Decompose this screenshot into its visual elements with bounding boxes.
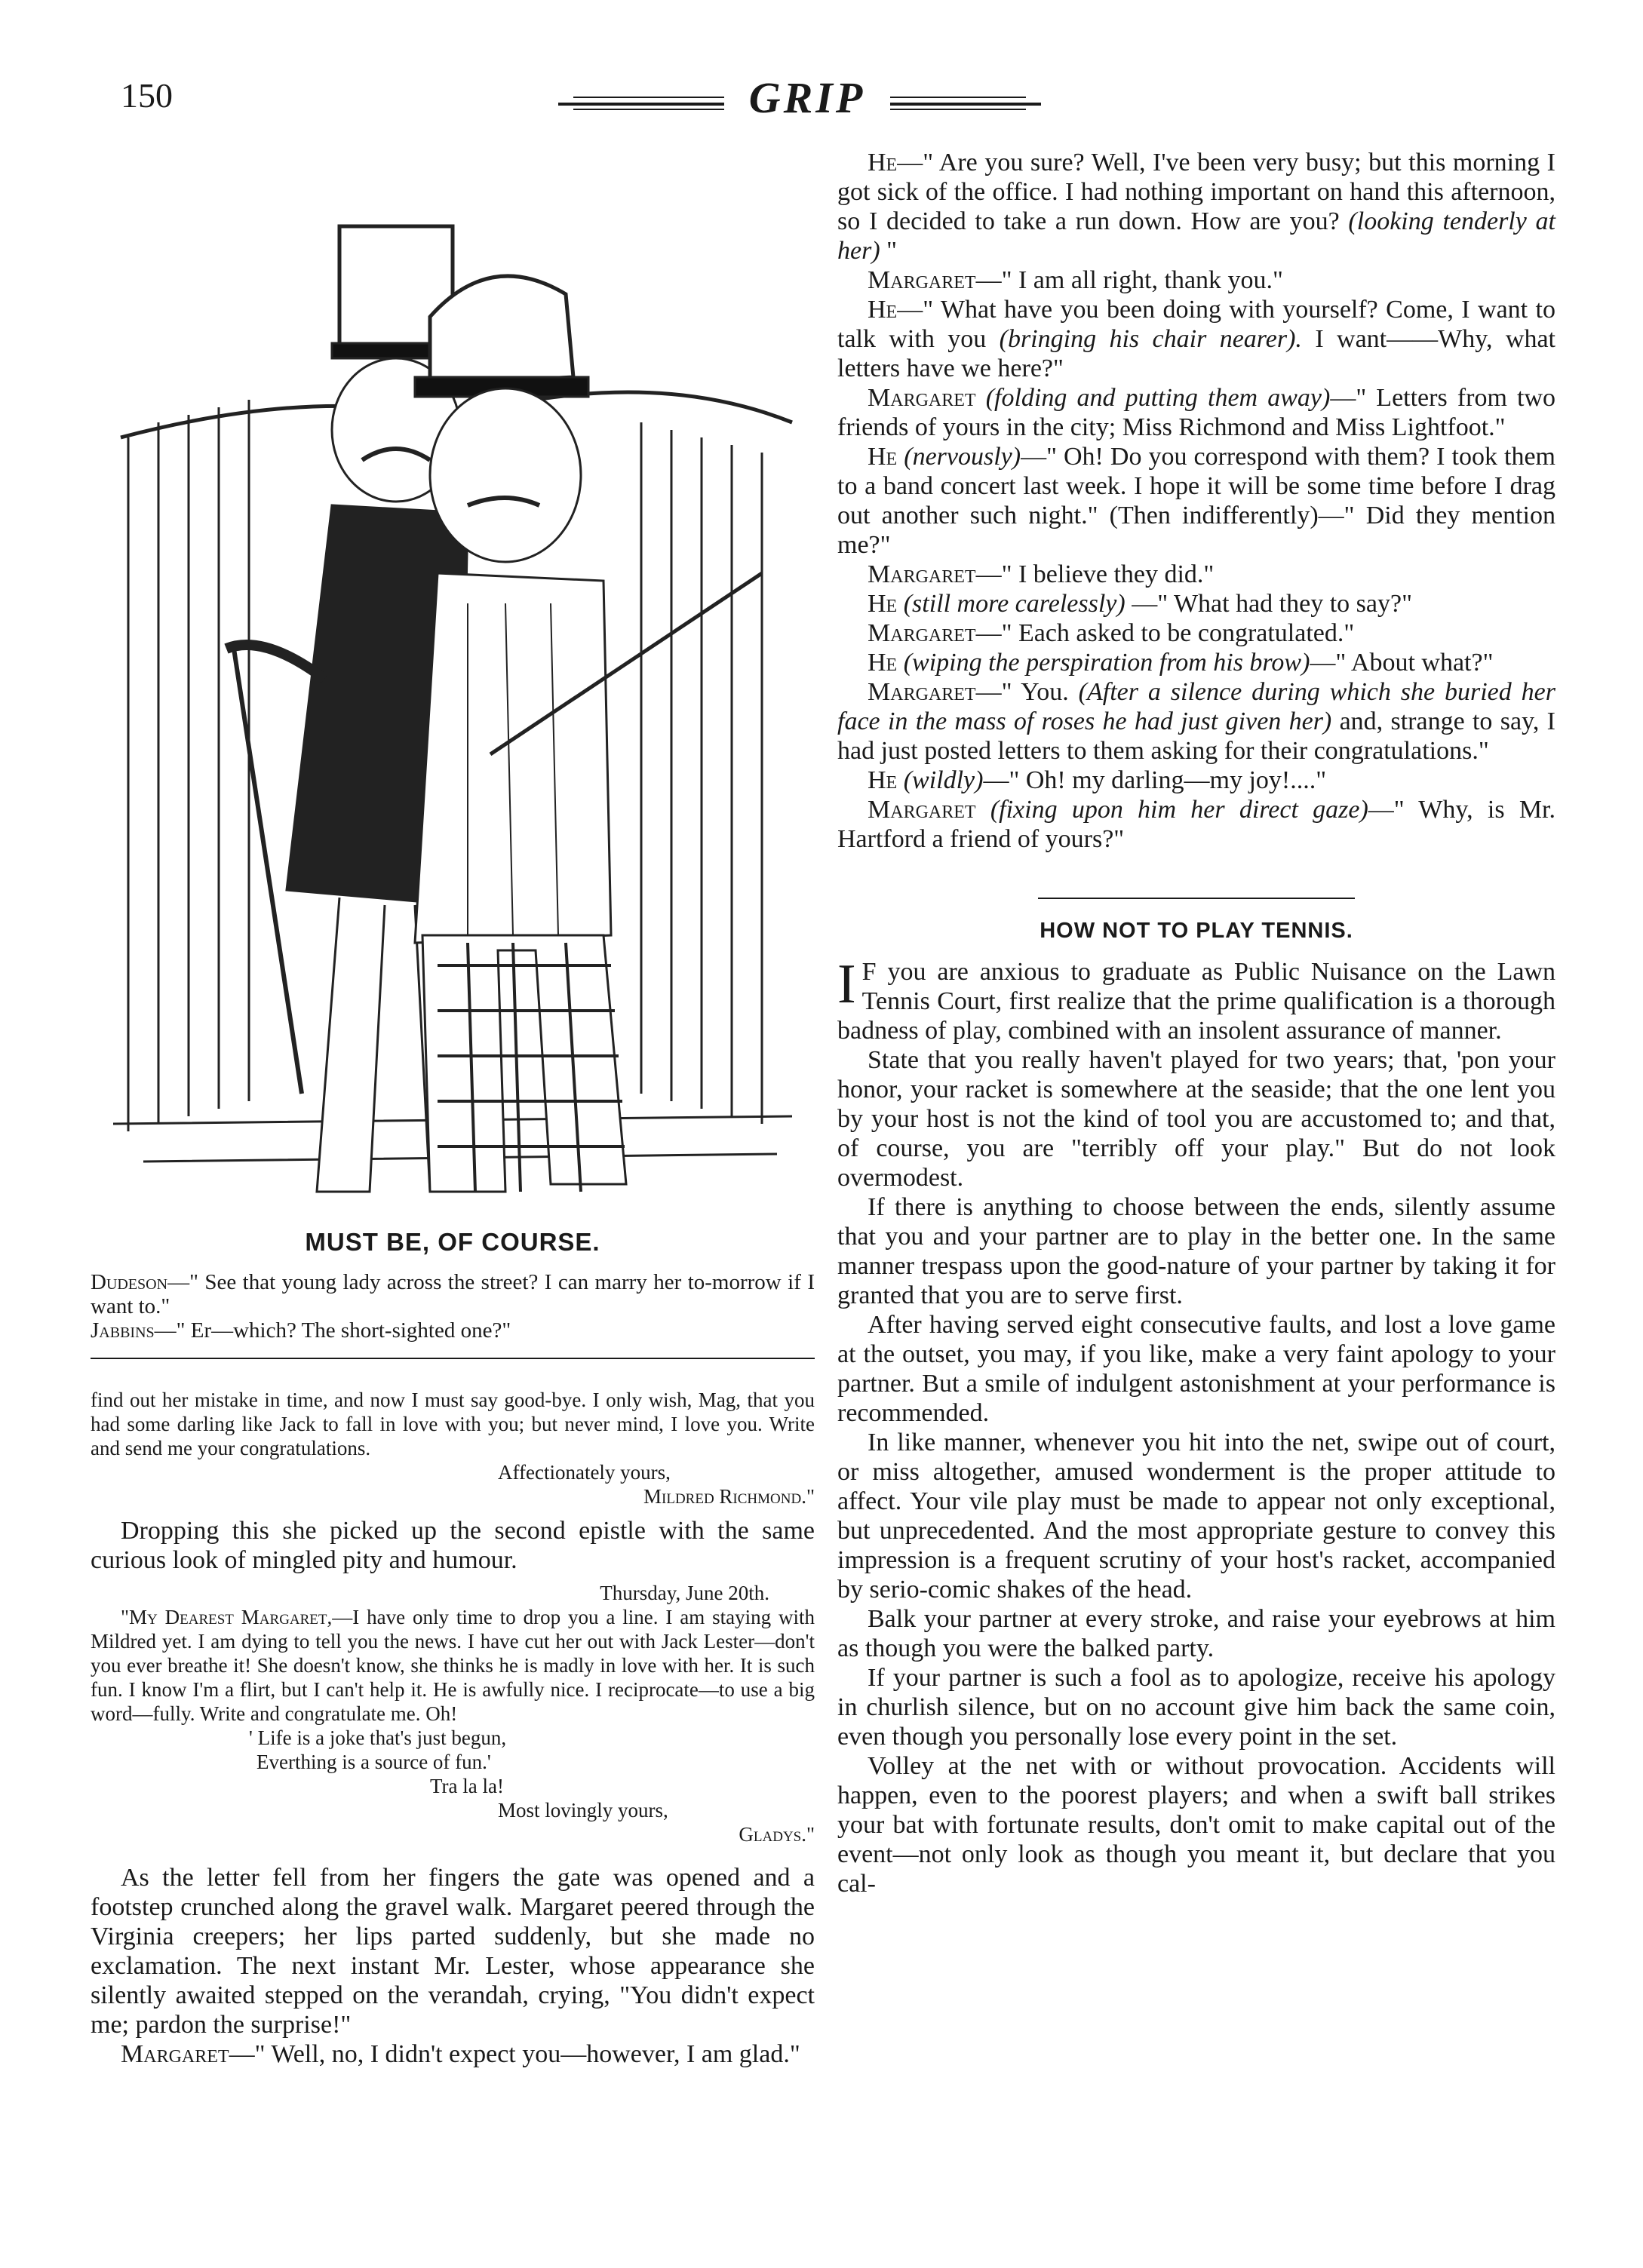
dialogue-text: —" Are you sure? Well, I've been very busy; but this morning I got sick of the office. I had nothing important on hand this afternoon, so I decided to take a run down. How are you?: [837, 149, 1555, 235]
dialogue-line: [837, 589, 1555, 618]
stage-direction: (bringing his chair nearer).: [999, 325, 1302, 353]
dialogue-text-after: —" Letters from two friends of yours in the city; Miss Richmond and Miss Lightfoot.": [837, 384, 1556, 441]
tennis-paragraph-1: I F you are anxious to graduate as Public Nuisance on the Lawn Tennis Court, first realize that the prime qualification is a thorough badness of play, combined with an insolent assurance of manner.: [837, 953, 1555, 1045]
dialogue-text-after: —" Why, is Mr. Hartford a friend of yours?": [837, 796, 1555, 853]
tennis-heading: HOW NOT TO PLAY TENNIS.: [1040, 919, 1353, 943]
cartoon-line-1: —" See that young lady across the street? I can marry her to-morrow if I want to.": [91, 1270, 815, 1318]
letter-1-signature: Mildred Richmond.": [643, 1485, 815, 1508]
dialogue-text-after: ": [880, 237, 898, 265]
letter-1-signoff: Affectionately yours,: [498, 1461, 671, 1484]
dialogue-speaker: Margaret: [868, 619, 976, 647]
cartoon-caption: [91, 1270, 815, 1343]
verse-line-3: Tra la la!: [430, 1775, 504, 1797]
dialogue-line: [837, 295, 1555, 383]
dialogue-text: —" Each asked to be congratulated.": [975, 619, 1355, 647]
dialogue-line: [837, 766, 1555, 795]
narration-2: As the letter fell from her fingers the gate was opened and a footstep crunched along the gravel walk. Margaret peered through the Virginia creepers; her lips parted suddenly, but she made no exclamation. The next instant Mr. Lester, whose appearance she silently awaited stepped on the verandah, crying, "You didn't expect me; pardon the surprise!": [91, 1864, 815, 2039]
stage-direction: (fixing upon him her direct gaze): [990, 796, 1368, 824]
speaker-jabbins: Jabbins: [91, 1318, 155, 1343]
dialogue-speaker: Margaret: [868, 678, 976, 706]
dialogue-speaker: Margaret: [868, 796, 976, 824]
dialogue-line: [837, 618, 1555, 648]
dialogue-speaker: He: [868, 443, 898, 471]
dialogue-line: [837, 148, 1555, 265]
verse-line-2: Everthing is a source of fun.': [256, 1751, 491, 1773]
dialogue-speaker: Margaret: [868, 384, 976, 412]
stage-direction: (wildly): [903, 766, 984, 794]
cartoon-line-2: —" Er—which? The short-sighted one?": [154, 1318, 511, 1343]
drop-cap: I: [837, 953, 856, 1015]
narration-3: [91, 2039, 815, 2069]
dialogue-line: [837, 795, 1555, 854]
speaker-margaret: Margaret: [121, 2040, 229, 2068]
dialogue-line: [837, 648, 1555, 677]
dialogue-line: [837, 560, 1555, 589]
letter-2-salutation: "My Dearest Margaret,: [121, 1606, 333, 1628]
tennis-paragraph-7: If your partner is such a fool as to apologize, receive his apology in churlish silence, but on no account give him back the same coin, even though you personally lose every point in the set.: [837, 1664, 1555, 1751]
letter-1-body: find out her mistake in time, and now I must say good-bye. I only wish, Mag, that you had some darling like Jack to fall in love with you; but never mind, I love you. Write and send me your congratulations.: [91, 1389, 815, 1459]
section-divider: [1038, 898, 1355, 899]
dialogue-text-after: —" About what?": [1310, 649, 1494, 677]
dialogue-text-after: —" What had they to say?": [1125, 590, 1412, 618]
narration-3-text: —" Well, no, I didn't expect you—however, I am glad.": [229, 2040, 800, 2068]
dialogue-speaker: He: [868, 766, 898, 794]
letter-2-text: —I have only time to drop you a line. I am staying with Mildred yet. I am dying to tell you the news. I have cut her out with Jack Lester—don't you ever breathe it! She doesn't know, she thinks he is madly in love with her. It is such fun. I know I'm a flirt, but I can't help it. He is awfully nice. I reciprocate—to use a big word—fully. Write and congratulate me. Oh!: [91, 1606, 815, 1725]
cartoon-title: MUST BE, OF COURSE.: [305, 1228, 600, 1256]
dialogue: [837, 148, 1555, 854]
dialogue-text: [897, 443, 904, 471]
dialogue-line: [837, 383, 1555, 442]
verse-line-1: ' Life is a joke that's just begun,: [249, 1726, 507, 1749]
dialogue-text: [976, 796, 990, 824]
stage-direction: (wiping the perspiration from his brow): [903, 649, 1310, 677]
letter-2-signoff: Most lovingly yours,: [498, 1799, 668, 1821]
letter-2-signature: Gladys.": [739, 1823, 815, 1846]
tennis-paragraph-6: Balk your partner at every stroke, and raise your eyebrows at him as though you were the balked party.: [837, 1605, 1555, 1662]
masthead-title: GRIP: [748, 73, 866, 122]
dialogue-text: —" I am all right, thank you.": [975, 266, 1283, 294]
tennis-paragraph-2: State that you really haven't played for two years; that, 'pon your honor, your racket is somewhere at the seaside; that the one lent you by your host is not the kind of tool you are accustomed to; and that, of course, you are "terribly off your play." But do not look overmodest.: [837, 1046, 1555, 1192]
dialogue-text-after: —" Oh! Do you correspond with them? I took them to a band concert last week. I hope it will be some time before I drag out another such night." (Then indifferently)—" Did they mention me?": [837, 443, 1555, 559]
masthead: [558, 72, 1041, 133]
left-column: [91, 1388, 815, 2069]
stage-direction: (looking tenderly at her): [837, 207, 1556, 265]
dialogue-text: [897, 766, 904, 794]
dialogue-text-after: I want——Why, what letters have we here?": [837, 325, 1555, 382]
stage-direction: (still more carelessly): [903, 590, 1126, 618]
stage-direction: (nervously): [904, 443, 1021, 471]
dialogue-text: —" I believe they did.": [975, 560, 1215, 588]
letter-2-body: [91, 1605, 815, 1726]
dialogue-text-after: and, strange to say, I had just posted letters to them asking for their congratulations.": [837, 707, 1556, 765]
dialogue-text: [897, 590, 904, 618]
narration-1: Dropping this she picked up the second epistle with the same curious look of mingled pity and humour.: [91, 1517, 815, 1574]
tennis-paragraph-3: If there is anything to choose between the ends, silently assume that you and your partner are to play in the better one. In the same manner trespass upon the good-nature of your partner by taking it for granted that you are to serve first.: [837, 1193, 1555, 1309]
page-number: 150: [121, 76, 173, 115]
dialogue-line: [837, 677, 1555, 766]
stage-direction: (folding and putting them away): [985, 384, 1331, 412]
dialogue-text: —" What have you been doing with yourself? Come, I want to talk with you: [837, 296, 1555, 353]
dialogue-speaker: He: [868, 296, 898, 324]
right-column: [837, 148, 1555, 1898]
tennis-paragraph-5: In like manner, whenever you hit into the net, swipe out of court, or miss altogether, amused wonderment is the proper attitude to affect. Your vile play must be made to appear not only exceptional, but unprecedented. And the most appropriate gesture to convey this impression is a frequent scrutiny of your host's racket, accompanied by serio-comic shakes of the head.: [837, 1429, 1555, 1604]
dialogue-speaker: He: [868, 649, 898, 677]
tennis-paragraph-4: After having served eight consecutive faults, and lost a love game at the outset, you may, if you like, make a very faint apology to your partner. But a smile of indulgent astonishment at your performance is recommended.: [837, 1311, 1555, 1427]
dialogue-text: [897, 649, 904, 677]
dialogue-text-after: —" Oh! my darling—my joy!....": [983, 766, 1327, 794]
tennis-paragraph-8: Volley at the net with or without provocation. Accidents will happen, even to the poorest players; and when a swift ball strikes your bat with fortunate results, don't omit to make capital out of the event—not only look as though you meant it, but declare that you cal-: [837, 1752, 1555, 1898]
caption-divider: [91, 1358, 815, 1359]
speaker-dudeson: Dudeson: [91, 1270, 168, 1294]
dialogue-speaker: Margaret: [868, 560, 976, 588]
dialogue-speaker: He: [868, 590, 898, 618]
letter-2-date: Thursday, June 20th.: [600, 1582, 769, 1604]
dialogue-speaker: Margaret: [868, 266, 976, 294]
dialogue-text: [976, 384, 986, 412]
cartoon-illustration: [113, 151, 800, 1207]
dialogue-speaker: He: [868, 149, 898, 176]
dialogue-line: [837, 265, 1555, 295]
dialogue-text: —" You.: [975, 678, 1079, 706]
dialogue-line: [837, 442, 1555, 560]
stage-direction: (After a silence during which she buried her face in the mass of roses he had just given her): [837, 678, 1555, 735]
